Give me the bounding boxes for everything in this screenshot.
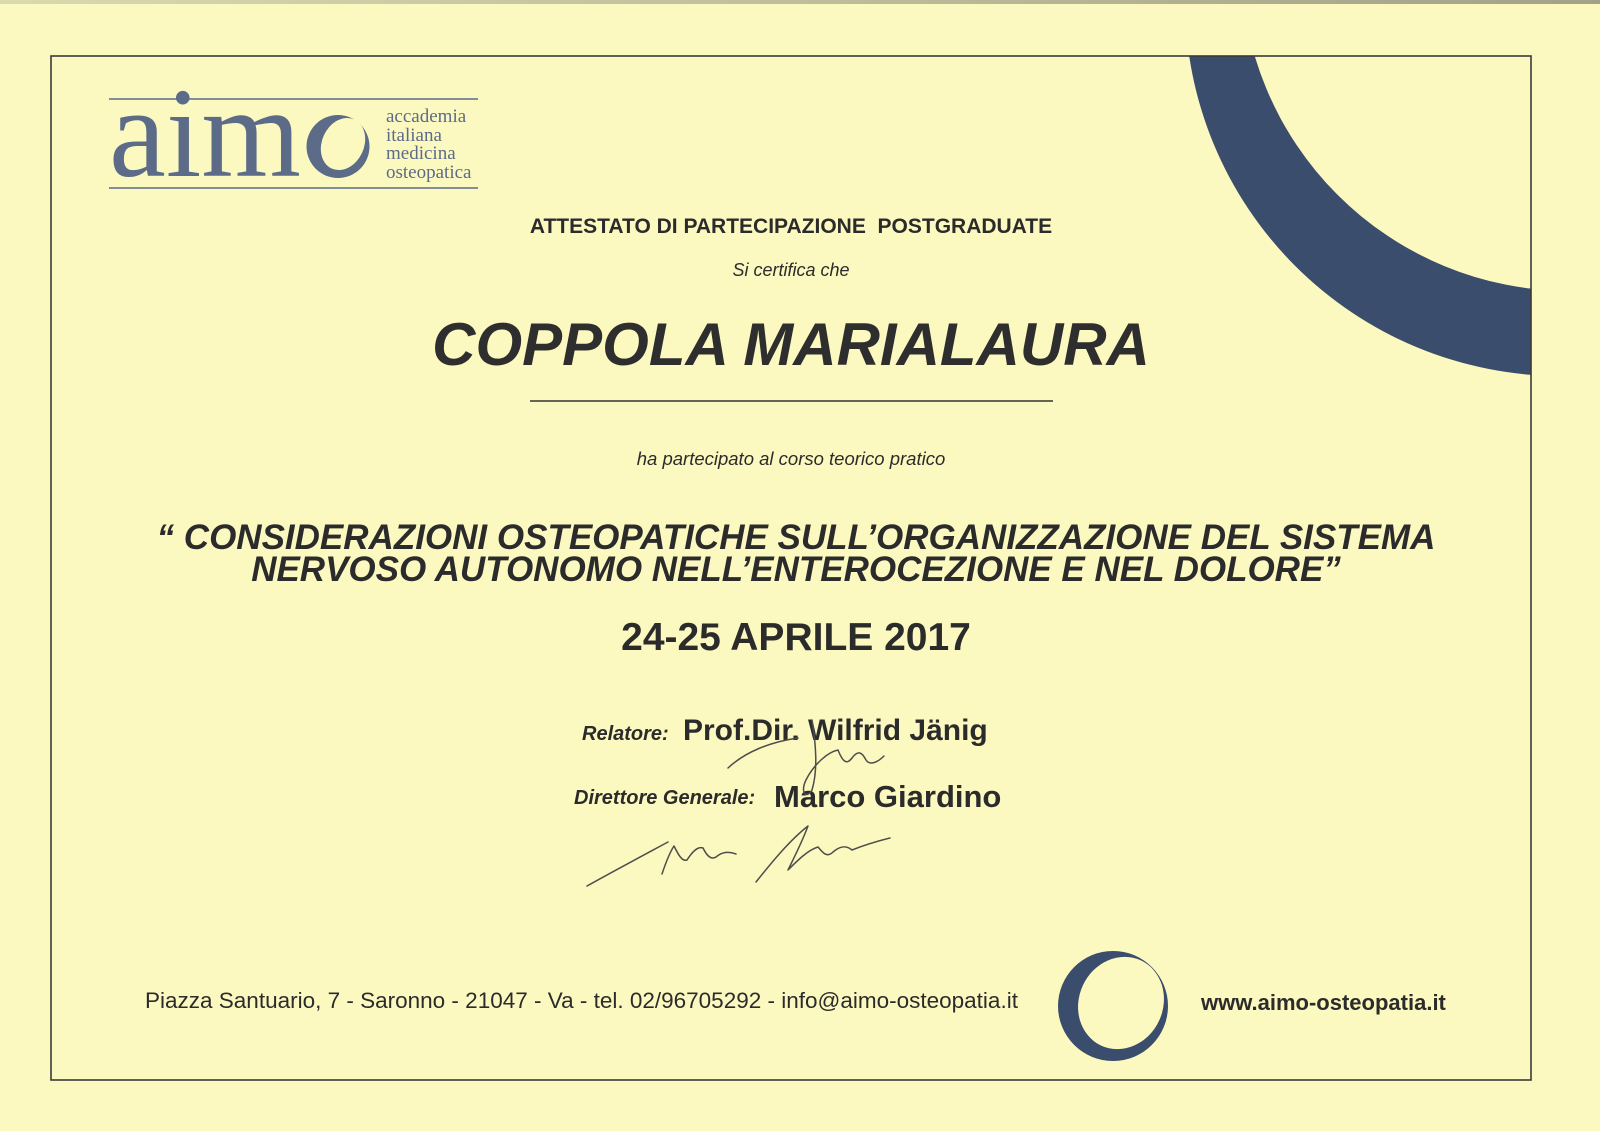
logo-tagline-line: medicina <box>386 143 456 164</box>
speaker-label: Relatore: <box>582 723 669 745</box>
footer-logo-mark <box>1058 943 1179 1064</box>
logo-tagline-line: accademia <box>386 106 467 127</box>
course-title-line: NERVOSO AUTONOMO NELL’ENTEROCEZIONE E NEL DOLORE” <box>251 550 1341 589</box>
director-label: Direttore Generale: <box>574 787 756 809</box>
speaker-name: Prof.Dir. Wilfrid Jänig <box>683 714 988 747</box>
recipient-name: COPPOLA MARIALAURA <box>432 311 1150 378</box>
logo-wordmark-text: aim <box>109 62 301 204</box>
footer-address: Piazza Santuario, 7 - Saronno - 21047 - Va - tel. 02/96705292 - info@aimo-osteopatia.it <box>145 988 1018 1013</box>
course-dates: 24-25 APRILE 2017 <box>621 616 971 659</box>
logo-tagline-line: italiana <box>386 125 442 146</box>
participation-text: ha partecipato al corso teorico pratico <box>636 448 946 469</box>
director-name: Marco Giardino <box>774 779 1002 814</box>
certificate-heading: ATTESTATO DI PARTECIPAZIONE POSTGRADUATE <box>529 215 1053 238</box>
logo-tagline-line: osteopatica <box>386 162 472 183</box>
aimo-logo <box>109 62 481 204</box>
footer-website: www.aimo-osteopatia.it <box>1201 990 1446 1015</box>
course-title-line: “ CONSIDERAZIONI OSTEOPATICHE SULL’ORGANIZZAZIONE DEL SISTEMA <box>156 518 1436 557</box>
certification-intro: Si certifica che <box>732 260 850 280</box>
logo-o-mark <box>307 111 374 178</box>
